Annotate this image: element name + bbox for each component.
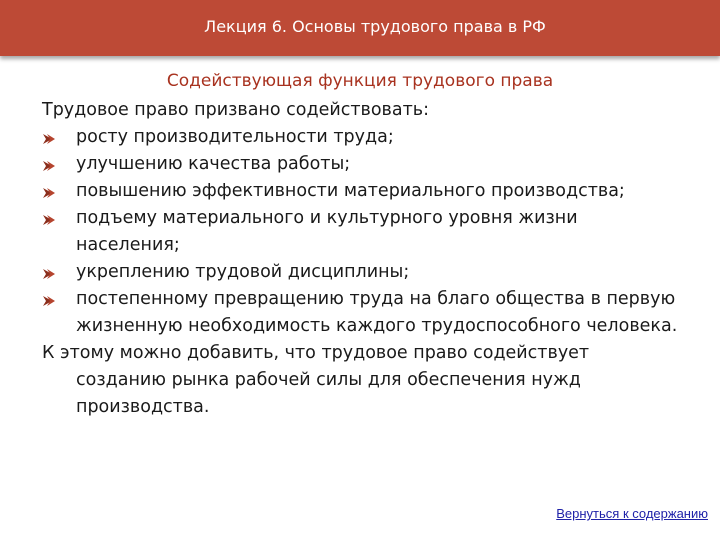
arrow-bullet-icon	[42, 294, 56, 308]
list-item-text: постепенному превращению труда на благо общества в первую жизненную необходимость каждого трудоспособного человека.	[76, 289, 678, 336]
list-item	[42, 259, 682, 286]
list-item-text: подъему материального и культурного уровня жизни населения;	[76, 208, 578, 255]
list-item-text: улучшению качества работы;	[76, 154, 351, 174]
closing-text: К этому можно добавить, что трудовое право содействует созданию рынка рабочей силы для обеспечения нужд производства.	[42, 343, 590, 417]
arrow-bullet-icon	[42, 159, 56, 173]
list-item	[42, 124, 682, 151]
list-item	[42, 178, 682, 205]
arrow-bullet-icon	[42, 132, 56, 146]
slide-title: Лекция 6. Основы трудового права в РФ	[204, 17, 546, 36]
list-item	[42, 286, 682, 340]
list-item-text: повышению эффективности материального производства;	[76, 181, 625, 201]
list-item	[42, 151, 682, 178]
intro-text: Трудовое право призвано содействовать:	[42, 100, 429, 120]
slide-content	[42, 97, 682, 421]
list-item-text: укреплению трудовой дисциплины;	[76, 262, 410, 282]
bullet-list	[42, 124, 682, 340]
back-to-contents-link[interactable]: Вернуться к содержанию	[556, 506, 708, 521]
arrow-bullet-icon	[42, 267, 56, 281]
list-item-text: росту производительности труда;	[76, 127, 394, 147]
slide-header	[0, 0, 720, 56]
section-heading: Содействующая функция трудового права	[166, 71, 554, 91]
arrow-bullet-icon	[42, 213, 56, 227]
arrow-bullet-icon	[42, 186, 56, 200]
list-item	[42, 205, 682, 259]
